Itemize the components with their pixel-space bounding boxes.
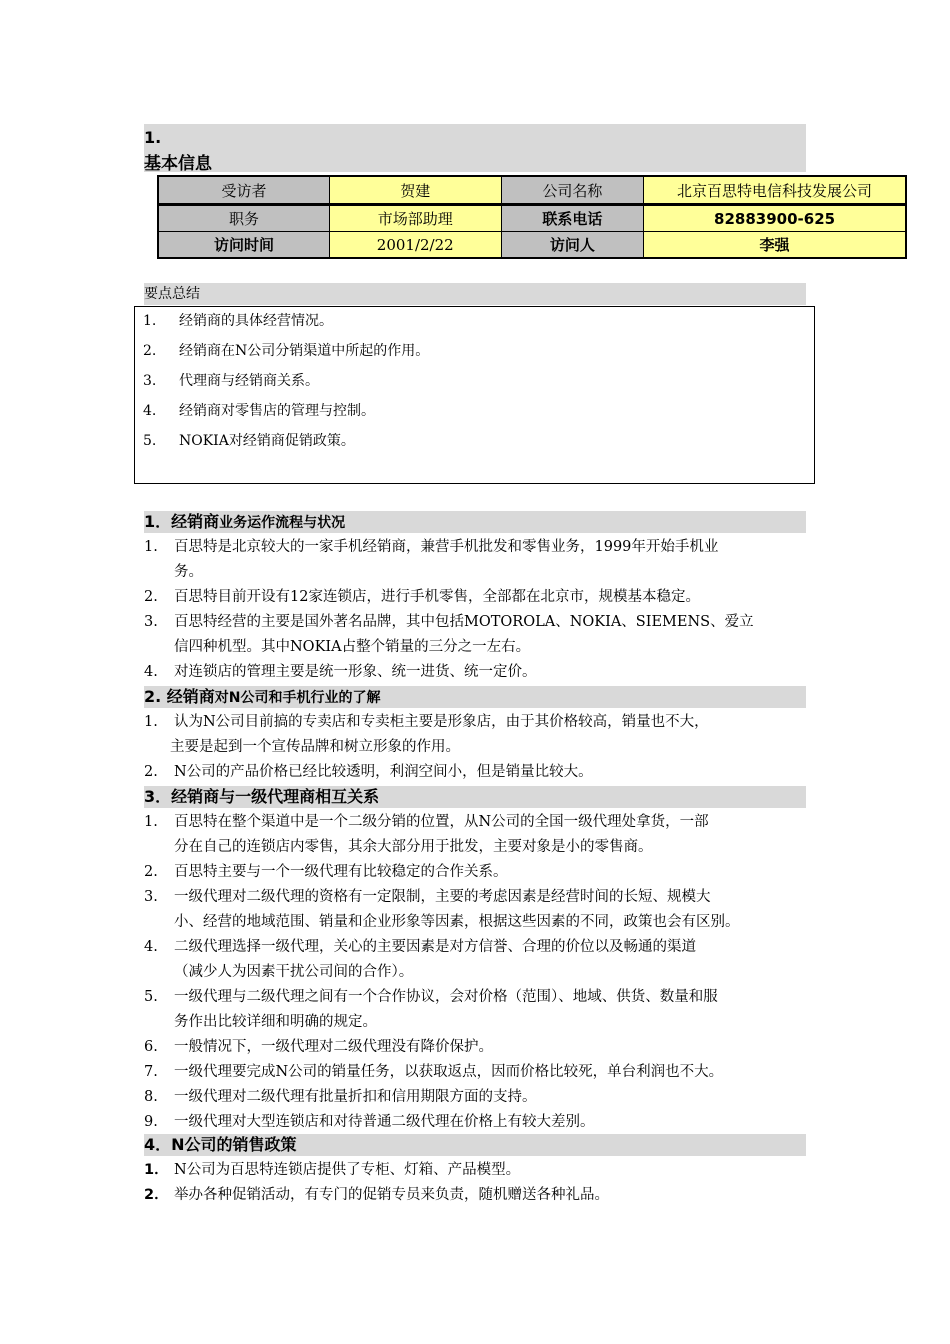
list-item: 1. 经销商的具体经营情况。 <box>143 313 333 329</box>
section-4-header: 4．N公司的销售政策 <box>144 1134 806 1156</box>
section-2-header: 2. 经销商对N公司和手机行业的了解 <box>144 686 806 708</box>
time-label: 访问时间 <box>158 232 329 259</box>
section-3-header: 3．经销商与一级代理商相互关系 <box>144 786 806 808</box>
interviewee-label: 受访者 <box>158 176 329 205</box>
section-title: 基本信息 <box>144 154 212 174</box>
list-item: 5. NOKIA对经销商促销政策。 <box>143 433 355 449</box>
time-value: 2001/2/22 <box>329 232 501 259</box>
section-1-header: 1．经销商业务运作流程与状况 <box>144 511 806 533</box>
basic-info-header <box>144 124 806 172</box>
phone-label: 联系电话 <box>501 205 644 232</box>
table-row <box>158 205 906 232</box>
document-page: 1. 基本信息 受访者 贺建 公司名称 北京百思特电信科技发展公司 职务 市场部助理 联系电话 82883900-625 访问时间 2001/2/22 访问人 李强 要点总结 1. 经销商的具体经营情况。 2. 经销商在N公司分销渠道中所起的作用。 3. 代理商与经销商关系。 4. 经销商对零售店的管理与控制。 5. NOKIA对经销商促销政策。 1．经销商业务运作流程与状况 1. 百思特是北京较大的一家手机经销商，兼营手机批发和零售业务，1999年开始手机业 务。 2. 百思特目前开设有12家连锁店，进行手机零售，全部都在北京市，规模基本稳定。 3. 百思特经营的主要是国外著名品牌，其中包括MOTOROLA、NOKIA、SIEMENS、爱立 信四种机型。其中NOKIA占整个销量的三分之一左右。 4. 对连锁店的管理主要是统一形象、统一进货、统一定价。 2. 经销商对N公司和手机行业的了解 1. 认为N公司目前搞的专卖店和专卖柜主要是形象店，由于其价格较高，销量也不大， 主要是起到一个宣传品牌和树立形象的作用。 2. N公司的产品价格已经比较透明，利润空间小，但是销量比较大。 3．经销商与一级代理商相互关系 1. 百思特在整个渠道中是一个二级分销的位置，从N公司的全国一级代理处拿货，一部 分在自己的连锁店内零售，其余大部分用于批发，主要对象是小的零售商。 2. 百思特主要与一个一级代理有比较稳定的合作关系。 3. 一级代理对二级代理的资格有一定限制，主要的考虑因素是经营时间的长短、规模大 小、经营的地域范围、销量和企业形象等因素，根据这些因素的不同，政策也会有区别。 4. 二级代理选择一级代理，关心的主要因素是对方信誉、合理的价位以及畅通的渠道 （减少人为因素干扰公司间的合作）。 5. 一级代理与二级代理之间有一个合作协议，会对价格（范围）、地域、供货、数量和服 务作出比较详细和明确的规定。 6. 一般情况下，一级代理对二级代理没有降价保护。 7. 一级代理要完成N公司的销量任务，以获取返点，因而价格比较死，单台利润也不大。 8. 一级代理对二级代理有批量折扣和信用期限方面的支持。 9. 一级代理对大型连锁店和对待普通二级代理在价格上有较大差别。 4．N公司的销售政策 1． N公司为百思特连锁店提供了专柜、灯箱、产品模型。 2． 举办各种促销活动，有专门的促销专员来负责，随机赠送各种礼品。 <box>0 0 950 1344</box>
list-item: 3. 代理商与经销商关系。 <box>143 373 319 389</box>
list-item: 2. 经销商在N公司分销渠道中所起的作用。 <box>143 343 430 359</box>
section-number: 1. <box>144 128 162 147</box>
basic-info-table <box>157 175 907 259</box>
position-label: 职务 <box>158 205 329 232</box>
list-item: 4. 经销商对零售店的管理与控制。 <box>143 403 375 419</box>
visitor-value: 李强 <box>644 232 906 259</box>
table-row <box>158 232 906 259</box>
table-row <box>158 176 906 205</box>
summary-title: 要点总结 <box>144 286 200 302</box>
phone-value: 82883900-625 <box>644 205 906 232</box>
position-value: 市场部助理 <box>329 205 501 232</box>
summary-header <box>144 283 806 305</box>
interviewee-value: 贺建 <box>329 176 501 205</box>
company-value: 北京百思特电信科技发展公司 <box>644 176 906 205</box>
company-label: 公司名称 <box>501 176 644 205</box>
summary-box <box>134 306 815 484</box>
visitor-label: 访问人 <box>501 232 644 259</box>
